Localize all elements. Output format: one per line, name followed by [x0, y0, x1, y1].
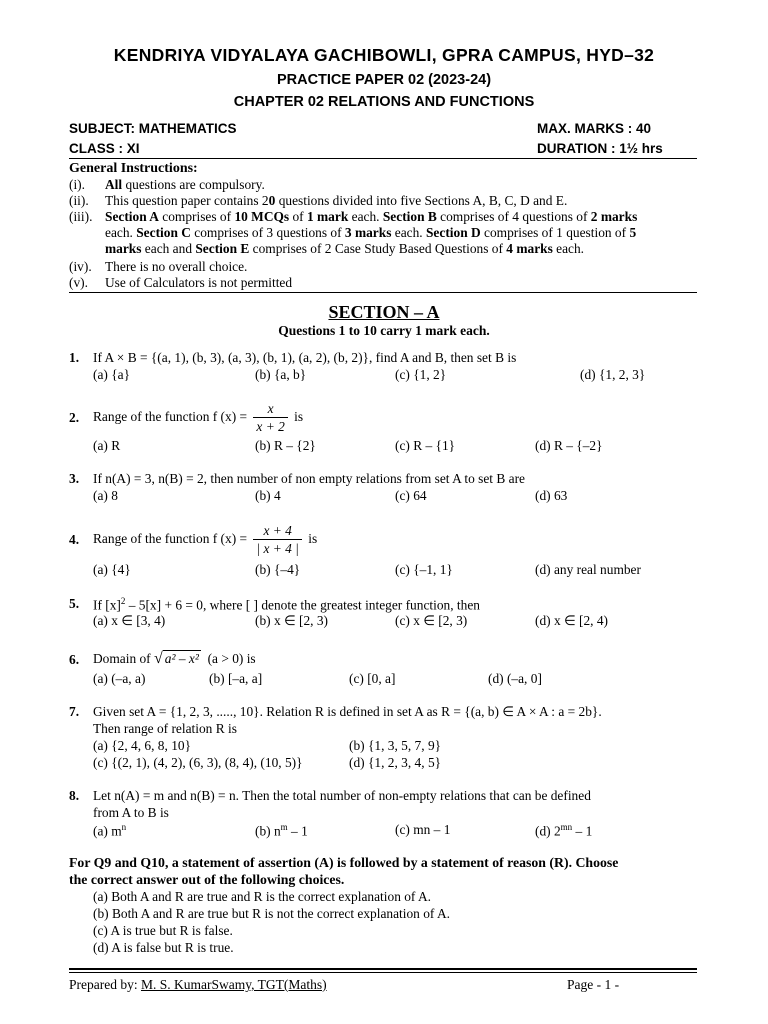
option-b: (b) R – {2}: [255, 438, 316, 453]
option-a: (a) {a}: [93, 367, 131, 382]
option-a: (a) (–a, a): [93, 671, 146, 686]
question-number: 4.: [69, 532, 80, 547]
duration-label: DURATION : 1½ hrs: [537, 141, 663, 156]
paper-title: PRACTICE PAPER 02 (2023-24): [276, 72, 492, 88]
assertion-choice-d: (d) A is false but R is true.: [93, 940, 234, 955]
option-a: (a) {4}: [93, 562, 131, 577]
option-d: (d) (–a, 0]: [488, 671, 542, 686]
author-name: M. S. KumarSwamy, TGT(Maths): [140, 977, 327, 992]
assertion-choice-c: (c) A is true but R is false.: [93, 923, 233, 938]
question-number: 2.: [69, 410, 80, 425]
option-b: (b) {1, 3, 5, 7, 9}: [349, 738, 442, 753]
question-text: If A × B = {(a, 1), (b, 3), (a, 3), (b, 1), (a, 2), (b, 2)}, find A and B, then set B is: [93, 350, 517, 365]
footer-rule-thin: [69, 972, 697, 973]
option-a: (a) R: [93, 438, 121, 453]
option-d: (d) R – {–2}: [535, 438, 603, 453]
instructions-rule: [69, 292, 697, 293]
option-c: (c) mn – 1: [395, 822, 451, 837]
assertion-intro-cont: the correct answer out of the following choices.: [69, 872, 345, 887]
footer-rule: [69, 968, 697, 970]
option-c: (c) {(2, 1), (4, 2), (6, 3), (8, 4), (10, 5)}: [93, 755, 303, 770]
fraction: $\frac{x + 4}{| x + 4 |}$: [253, 522, 301, 557]
instruction-3: (iii). Section A comprises of 10 MCQs of 1 mark each. Section B comprises of 4 questions of 2 marks each. Section C comprises of 3 questions of 3 marks each. Section D comprises of 1 question of 5 marks each and Section E comprises of 2 Case Study Based Questions of 4 marks each.: [69, 209, 638, 256]
option-d: (d) $2^{mn} - 1$: [535, 822, 593, 839]
section-subtitle: Questions 1 to 10 carry 1 mark each.: [278, 323, 490, 338]
fraction: $\frac{x}{x + 2}$: [253, 400, 287, 435]
question-number: 8.: [69, 788, 80, 803]
question-number: 1.: [69, 350, 80, 365]
header-rule: [69, 158, 697, 159]
option-a: (a) x ∈ [3, 4): [93, 613, 166, 628]
option-c: (c) {1, 2}: [395, 367, 447, 382]
sqrt-icon: √: [154, 650, 163, 667]
option-c: (c) x ∈ [2, 3): [395, 613, 468, 628]
question-text: If n(A) = 3, n(B) = 2, then number of non empty relations from set A to set B are: [93, 471, 525, 486]
option-b: (b) {a, b}: [255, 367, 307, 382]
chapter-title: CHAPTER 02 RELATIONS AND FUNCTIONS: [233, 94, 535, 110]
question-text: If $[x]^2 - 5[x] + 6 = 0$, where [ ] denote the greatest integer function, then: [93, 596, 480, 613]
instructions-title: General Instructions:: [69, 161, 198, 176]
option-c: (c) 64: [395, 488, 427, 503]
instruction-1: (i). All questions are compulsory.: [69, 177, 265, 192]
question-text-cont: Then range of relation R is: [93, 721, 237, 736]
option-c: (c) [0, a]: [349, 671, 396, 686]
option-c: (c) R – {1}: [395, 438, 456, 453]
assertion-intro: For Q9 and Q10, a statement of assertion (A) is followed by a statement of reason (R). Choose: [69, 855, 619, 870]
question-text: Range of the function f (x) = $\frac{x + 4}{| x + 4 |}$ is: [93, 523, 318, 557]
question-number: 5.: [69, 596, 80, 611]
option-d: (d) 63: [535, 488, 568, 503]
question-number: 7.: [69, 704, 80, 719]
option-a: (a) {2, 4, 6, 8, 10}: [93, 738, 192, 753]
question-number: 3.: [69, 471, 80, 486]
question-text: Let n(A) = m and n(B) = n. Then the total number of non-empty relations that can be defined: [93, 788, 591, 803]
assertion-choice-b: (b) Both A and R are true but R is not the correct explanation of A.: [93, 906, 451, 921]
page-number: Page - 1 -: [567, 977, 620, 992]
instruction-5: (v). Use of Calculators is not permitted: [69, 275, 293, 290]
class-label: CLASS : XI: [69, 141, 140, 156]
option-c: (c) {–1, 1}: [395, 562, 453, 577]
max-marks: MAX. MARKS : 40: [537, 121, 652, 136]
option-a: (a) $m^n$: [93, 822, 127, 839]
option-a: (a) 8: [93, 488, 118, 503]
question-text: Range of the function f (x) = $\frac{x}{x + 2}$ is: [93, 401, 304, 435]
option-b: (b) $n^m - 1$: [255, 822, 308, 839]
prepared-by: Prepared by: M. S. KumarSwamy, TGT(Maths): [69, 977, 327, 992]
school-title: KENDRIYA VIDYALAYA GACHIBOWLI, GPRA CAMPUS, HYD–32: [113, 45, 655, 65]
question-text: Given set A = {1, 2, 3, ....., 10}. Relation R is defined in set A as R = {(a, b) ∈ A × A : a = 2b}.: [93, 704, 602, 719]
option-d: (d) {1, 2, 3, 4, 5}: [349, 755, 442, 770]
question-text: Domain of √ a² – x² (a > 0) is: [93, 650, 256, 667]
radicand: a² – x²: [164, 651, 199, 666]
option-b: (b) x ∈ [2, 3): [255, 613, 329, 628]
option-b: (b) [–a, a]: [209, 671, 263, 686]
instruction-2: (ii). This question paper contains 20 questions divided into five Sections A, B, C, D and E.: [69, 193, 568, 208]
option-d: (d) any real number: [535, 562, 641, 577]
option-b: (b) 4: [255, 488, 281, 503]
option-d: (d) x ∈ [2, 4): [535, 613, 609, 628]
option-b: (b) {–4}: [255, 562, 301, 577]
assertion-choice-a: (a) Both A and R are true and R is the correct explanation of A.: [93, 889, 432, 904]
option-d: (d) {1, 2, 3}: [580, 367, 646, 382]
question-number: 6.: [69, 652, 80, 667]
subject-label: SUBJECT: MATHEMATICS: [69, 121, 237, 136]
section-title: SECTION – A: [328, 302, 440, 322]
instruction-4: (iv). There is no overall choice.: [69, 259, 248, 274]
question-text-cont: from A to B is: [93, 805, 169, 820]
